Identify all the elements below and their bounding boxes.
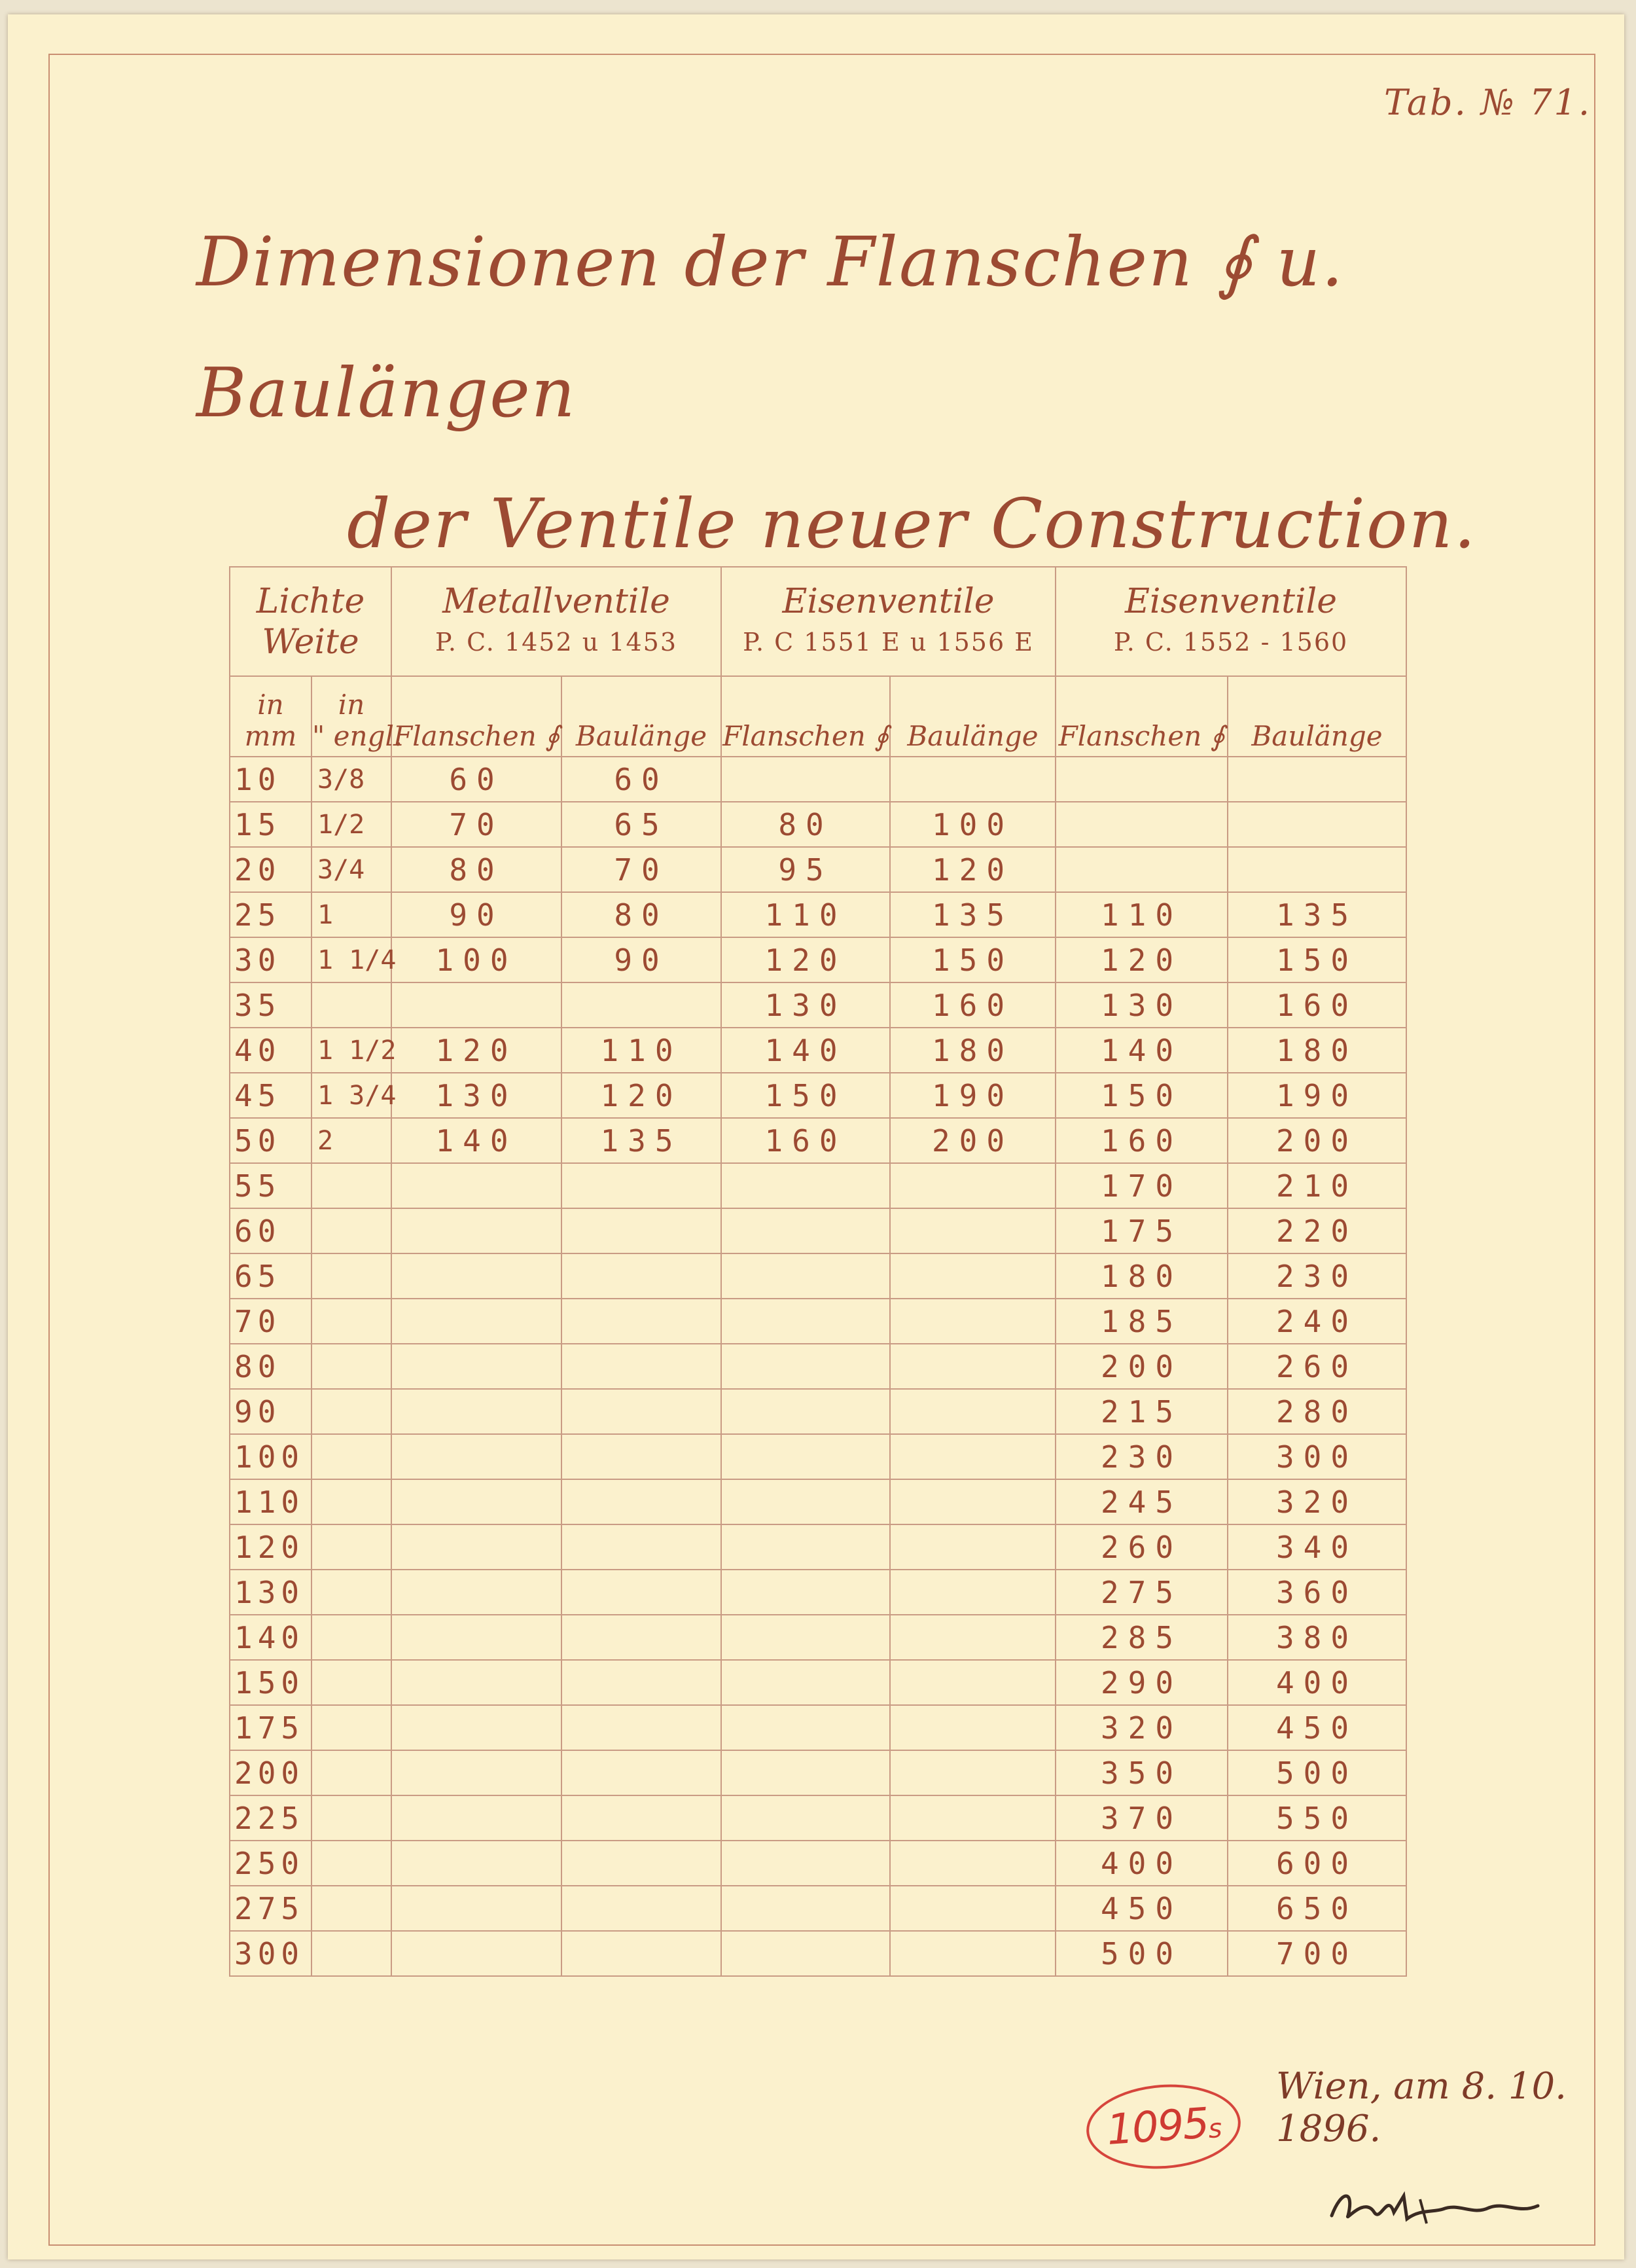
table-cell: 135 xyxy=(890,892,1056,937)
table-cell xyxy=(721,1795,890,1841)
sub-header-line2: " engl. xyxy=(312,720,403,752)
table-cell: 225 xyxy=(230,1795,311,1841)
table-cell xyxy=(890,1615,1056,1660)
table-cell: 380 xyxy=(1228,1615,1406,1660)
table-cell: 30 xyxy=(230,937,311,982)
sub-header-inch xyxy=(311,676,403,757)
table-cell: 275 xyxy=(230,1886,311,1931)
sub-header-baulaenge xyxy=(561,676,721,757)
table-cell xyxy=(721,1434,890,1479)
table-cell xyxy=(311,1389,391,1434)
table-cell: 230 xyxy=(1228,1253,1406,1299)
table-cell xyxy=(561,1344,721,1389)
table-cell xyxy=(391,1750,561,1795)
table-cell: 50 xyxy=(230,1118,311,1163)
table-cell xyxy=(561,1615,721,1660)
group-header-line2: P. C. 1452 u 1453 xyxy=(435,627,677,657)
table-row xyxy=(230,892,1406,937)
sub-header-mm xyxy=(230,676,311,757)
table-cell xyxy=(391,1705,561,1750)
table-cell: 285 xyxy=(1056,1615,1228,1660)
sub-header-line2: Baulänge xyxy=(907,720,1039,752)
table-cell: 200 xyxy=(890,1118,1056,1163)
table-cell: 80 xyxy=(230,1344,311,1389)
table-cell: 130 xyxy=(391,1073,561,1118)
table-cell xyxy=(1228,757,1406,802)
table-cell: 1/2 xyxy=(311,802,391,847)
table-cell xyxy=(391,1389,561,1434)
table-cell: 175 xyxy=(230,1705,311,1750)
table-cell: 500 xyxy=(1228,1750,1406,1795)
table-cell: 290 xyxy=(1056,1660,1228,1705)
table-cell xyxy=(561,1841,721,1886)
table-cell: 150 xyxy=(890,937,1056,982)
table-cell xyxy=(561,1253,721,1299)
table-cell xyxy=(890,1389,1056,1434)
table-cell xyxy=(391,1434,561,1479)
table-cell xyxy=(561,1434,721,1479)
table-cell: 650 xyxy=(1228,1886,1406,1931)
sub-header-line1: in xyxy=(257,689,284,721)
table-cell: 60 xyxy=(230,1208,311,1253)
table-cell: 320 xyxy=(1056,1705,1228,1750)
table-cell xyxy=(890,757,1056,802)
table-cell xyxy=(721,1479,890,1524)
table-cell xyxy=(391,1299,561,1344)
group-header-line2: P. C. 1552 - 1560 xyxy=(1113,627,1349,657)
table-cell: 210 xyxy=(1228,1163,1406,1208)
table-cell: 160 xyxy=(721,1118,890,1163)
table-cell xyxy=(391,1660,561,1705)
table-cell: 130 xyxy=(1056,982,1228,1028)
table-cell: 140 xyxy=(721,1028,890,1073)
table-cell: 100 xyxy=(230,1434,311,1479)
table-cell: 120 xyxy=(230,1524,311,1570)
sub-header-row xyxy=(230,676,1406,757)
table-cell: 95 xyxy=(721,847,890,892)
table-cell: 215 xyxy=(1056,1389,1228,1434)
group-header-line1: Metallventile xyxy=(442,581,670,621)
table-cell xyxy=(561,1931,721,1976)
table-cell xyxy=(311,1931,391,1976)
table-cell: 180 xyxy=(1228,1028,1406,1073)
table-cell xyxy=(890,1705,1056,1750)
table-cell xyxy=(561,1795,721,1841)
table-row xyxy=(230,1886,1406,1931)
table-cell: 110 xyxy=(721,892,890,937)
table-cell: 400 xyxy=(1056,1841,1228,1886)
table-cell xyxy=(561,1163,721,1208)
table-cell xyxy=(311,1750,391,1795)
table-cell xyxy=(561,1660,721,1705)
table-cell: 160 xyxy=(1228,982,1406,1028)
table-cell: 100 xyxy=(391,937,561,982)
table-row xyxy=(230,937,1406,982)
table-cell: 300 xyxy=(230,1931,311,1976)
table-row xyxy=(230,1660,1406,1705)
table-row xyxy=(230,1028,1406,1073)
table-cell: 230 xyxy=(1056,1434,1228,1479)
table-cell: 110 xyxy=(230,1479,311,1524)
table-cell: 600 xyxy=(1228,1841,1406,1886)
table-cell xyxy=(391,1886,561,1931)
table-cell xyxy=(391,1841,561,1886)
table-cell: 55 xyxy=(230,1163,311,1208)
table-cell: 200 xyxy=(230,1750,311,1795)
table-cell: 120 xyxy=(1056,937,1228,982)
group-header-line2: Weite xyxy=(262,622,359,662)
table-cell xyxy=(721,1841,890,1886)
table-row xyxy=(230,1163,1406,1208)
sub-header-line2: Baulänge xyxy=(575,720,707,752)
table-cell: 130 xyxy=(230,1570,311,1615)
table-cell xyxy=(391,982,561,1028)
table-cell xyxy=(721,1570,890,1615)
table-cell: 80 xyxy=(561,892,721,937)
table-cell xyxy=(391,1208,561,1253)
table-cell: 500 xyxy=(1056,1931,1228,1976)
table-cell: 1 xyxy=(311,892,391,937)
group-header-line1: Eisenventile xyxy=(1124,581,1338,621)
table-cell: 160 xyxy=(890,982,1056,1028)
table-cell: 70 xyxy=(391,802,561,847)
table-row xyxy=(230,1208,1406,1253)
group-header-eisenventile-1551 xyxy=(721,567,1056,676)
table-cell: 180 xyxy=(890,1028,1056,1073)
table-cell xyxy=(561,982,721,1028)
table-row xyxy=(230,1705,1406,1750)
table-cell: 80 xyxy=(721,802,890,847)
table-cell xyxy=(890,1344,1056,1389)
table-cell: 400 xyxy=(1228,1660,1406,1705)
table-cell xyxy=(890,1841,1056,1886)
table-cell xyxy=(721,1344,890,1389)
table-row xyxy=(230,1615,1406,1660)
table-cell: 135 xyxy=(1228,892,1406,937)
table-cell xyxy=(890,1299,1056,1344)
table-cell: 245 xyxy=(1056,1479,1228,1524)
table-row xyxy=(230,1118,1406,1163)
group-header-line1: Lichte xyxy=(256,581,365,621)
table-cell xyxy=(311,1299,391,1344)
table-cell: 220 xyxy=(1228,1208,1406,1253)
table-cell: 70 xyxy=(561,847,721,892)
table-cell xyxy=(561,1479,721,1524)
sub-header-line2: Flanschen ∮ xyxy=(393,720,560,752)
table-cell xyxy=(311,1615,391,1660)
table-cell xyxy=(890,1208,1056,1253)
table-cell: 150 xyxy=(230,1660,311,1705)
table-cell xyxy=(311,1344,391,1389)
table-cell: 700 xyxy=(1228,1931,1406,1976)
sub-header-line2: Baulänge xyxy=(1251,720,1383,752)
title-line-1: Dimensionen der Flanschen ∮ u. Baulängen xyxy=(196,222,1345,433)
table-cell: 1 1/4 xyxy=(311,937,391,982)
document-title xyxy=(196,196,1505,589)
table-cell: 120 xyxy=(561,1073,721,1118)
table-cell: 135 xyxy=(561,1118,721,1163)
table-cell xyxy=(890,1434,1056,1479)
sub-header-flanschen xyxy=(721,676,890,757)
table-cell xyxy=(311,1479,391,1524)
table-cell: 10 xyxy=(230,757,311,802)
handwritten-signature xyxy=(1328,2183,1551,2229)
table-cell xyxy=(1056,847,1228,892)
table-cell xyxy=(890,1479,1056,1524)
table-cell xyxy=(721,1253,890,1299)
table-cell: 100 xyxy=(890,802,1056,847)
table-cell: 120 xyxy=(391,1028,561,1073)
table-row xyxy=(230,757,1406,802)
table-row xyxy=(230,847,1406,892)
table-cell xyxy=(890,1163,1056,1208)
table-cell: 25 xyxy=(230,892,311,937)
table-cell xyxy=(311,1841,391,1886)
table-cell xyxy=(721,1886,890,1931)
table-cell: 170 xyxy=(1056,1163,1228,1208)
group-header-line1: Eisenventile xyxy=(782,581,995,621)
group-header-line2: P. C 1551 E u 1556 E xyxy=(743,627,1034,657)
table-cell xyxy=(890,1886,1056,1931)
table-row xyxy=(230,1570,1406,1615)
table-cell: 185 xyxy=(1056,1299,1228,1344)
table-cell: 200 xyxy=(1228,1118,1406,1163)
sub-header-line2: mm xyxy=(244,720,297,752)
table-cell xyxy=(311,1253,391,1299)
table-cell xyxy=(721,1163,890,1208)
table-cell: 450 xyxy=(1056,1886,1228,1931)
table-row xyxy=(230,982,1406,1028)
table-cell xyxy=(721,1208,890,1253)
table-cell: 1 1/2 xyxy=(311,1028,391,1073)
table-cell: 175 xyxy=(1056,1208,1228,1253)
table-cell xyxy=(1228,847,1406,892)
table-cell xyxy=(561,1389,721,1434)
table-row xyxy=(230,1931,1406,1976)
table-cell: 140 xyxy=(1056,1028,1228,1073)
table-cell: 250 xyxy=(230,1841,311,1886)
table-cell: 450 xyxy=(1228,1705,1406,1750)
table-cell: 40 xyxy=(230,1028,311,1073)
table-cell: 3/4 xyxy=(311,847,391,892)
table-cell: 360 xyxy=(1228,1570,1406,1615)
table-cell: 70 xyxy=(230,1299,311,1344)
table-row xyxy=(230,1479,1406,1524)
table-cell xyxy=(721,1389,890,1434)
sub-header-flanschen xyxy=(1056,676,1228,757)
table-cell: 130 xyxy=(721,982,890,1028)
table-row xyxy=(230,1750,1406,1795)
table-cell: 35 xyxy=(230,982,311,1028)
table-cell: 260 xyxy=(1228,1344,1406,1389)
table-cell: 65 xyxy=(230,1253,311,1299)
table-cell: 275 xyxy=(1056,1570,1228,1615)
table-cell: 300 xyxy=(1228,1434,1406,1479)
group-header-lichte-weite xyxy=(230,567,391,676)
table-cell xyxy=(311,1163,391,1208)
table-cell xyxy=(561,1750,721,1795)
table-cell xyxy=(1228,802,1406,847)
table-cell xyxy=(311,1886,391,1931)
table-cell: 60 xyxy=(561,757,721,802)
table-cell: 320 xyxy=(1228,1479,1406,1524)
table-cell xyxy=(721,1299,890,1344)
table-cell: 150 xyxy=(1056,1073,1228,1118)
table-cell xyxy=(311,1434,391,1479)
table-cell xyxy=(391,1615,561,1660)
table-cell xyxy=(890,1750,1056,1795)
table-cell: 90 xyxy=(230,1389,311,1434)
table-cell xyxy=(721,1660,890,1705)
table-cell: 200 xyxy=(1056,1344,1228,1389)
table-cell: 150 xyxy=(1228,937,1406,982)
table-cell: 120 xyxy=(721,937,890,982)
table-cell: 190 xyxy=(890,1073,1056,1118)
table-cell xyxy=(391,1253,561,1299)
title-line-2: der Ventile neuer Construction. xyxy=(347,484,1477,564)
table-cell: 280 xyxy=(1228,1389,1406,1434)
place-and-date: Wien, am 8. 10. 1896. xyxy=(1276,2065,1567,2150)
table-cell: 140 xyxy=(230,1615,311,1660)
table-cell: 2 xyxy=(311,1118,391,1163)
stamp-suffix: s xyxy=(1207,2113,1222,2145)
sub-header-flanschen xyxy=(391,676,561,757)
table-cell xyxy=(311,982,391,1028)
table-cell xyxy=(721,757,890,802)
table-cell: 110 xyxy=(561,1028,721,1073)
table-cell: 3/8 xyxy=(311,757,391,802)
table-cell: 90 xyxy=(561,937,721,982)
table-cell: 370 xyxy=(1056,1795,1228,1841)
table-cell: 45 xyxy=(230,1073,311,1118)
sub-header-baulaenge xyxy=(890,676,1056,757)
sub-header-line2: Flanschen ∮ xyxy=(722,720,889,752)
table-cell xyxy=(561,1208,721,1253)
table-cell: 150 xyxy=(721,1073,890,1118)
table-cell xyxy=(561,1886,721,1931)
table-row xyxy=(230,1841,1406,1886)
table-cell xyxy=(391,1344,561,1389)
table-cell: 80 xyxy=(391,847,561,892)
sub-header-line1: in xyxy=(338,689,365,721)
table-cell: 120 xyxy=(890,847,1056,892)
table-cell xyxy=(721,1750,890,1795)
table-cell xyxy=(890,1660,1056,1705)
table-cell: 180 xyxy=(1056,1253,1228,1299)
sub-header-line2: Flanschen ∮ xyxy=(1058,720,1225,752)
table-cell xyxy=(721,1524,890,1570)
table-cell xyxy=(311,1570,391,1615)
table-row xyxy=(230,1253,1406,1299)
table-row xyxy=(230,1795,1406,1841)
table-cell xyxy=(721,1705,890,1750)
table-row xyxy=(230,1524,1406,1570)
table-cell xyxy=(1056,802,1228,847)
table-cell: 60 xyxy=(391,757,561,802)
table-cell: 190 xyxy=(1228,1073,1406,1118)
table-cell: 15 xyxy=(230,802,311,847)
table-cell xyxy=(311,1705,391,1750)
table-cell: 110 xyxy=(1056,892,1228,937)
table-cell xyxy=(1056,757,1228,802)
table-cell: 90 xyxy=(391,892,561,937)
group-header-metallventile xyxy=(391,567,721,676)
table-cell xyxy=(391,1795,561,1841)
table-row xyxy=(230,1344,1406,1389)
table-cell xyxy=(311,1660,391,1705)
table-body xyxy=(230,757,1406,1976)
table-cell: 350 xyxy=(1056,1750,1228,1795)
table-cell xyxy=(391,1479,561,1524)
table-cell xyxy=(391,1163,561,1208)
table-cell xyxy=(391,1931,561,1976)
table-cell: 340 xyxy=(1228,1524,1406,1570)
table-cell: 160 xyxy=(1056,1118,1228,1163)
stamp-number: 1095 xyxy=(1105,2099,1210,2155)
table-cell xyxy=(391,1570,561,1615)
table-cell xyxy=(890,1570,1056,1615)
table-cell xyxy=(561,1299,721,1344)
table-row xyxy=(230,802,1406,847)
table-row xyxy=(230,1389,1406,1434)
table-cell: 260 xyxy=(1056,1524,1228,1570)
table-row xyxy=(230,1299,1406,1344)
table-cell xyxy=(561,1705,721,1750)
group-header-row xyxy=(230,567,1406,676)
table-row xyxy=(230,1073,1406,1118)
sub-header-baulaenge xyxy=(1228,676,1406,757)
table-cell xyxy=(311,1208,391,1253)
table-cell: 65 xyxy=(561,802,721,847)
table-cell xyxy=(391,1524,561,1570)
table-cell: 1 3/4 xyxy=(311,1073,391,1118)
group-header-eisenventile-1552 xyxy=(1056,567,1406,676)
table-cell: 240 xyxy=(1228,1299,1406,1344)
table-cell xyxy=(721,1615,890,1660)
table-row xyxy=(230,1434,1406,1479)
table-cell xyxy=(561,1570,721,1615)
table-cell: 550 xyxy=(1228,1795,1406,1841)
table-cell xyxy=(561,1524,721,1570)
table-cell xyxy=(890,1931,1056,1976)
table-cell xyxy=(890,1253,1056,1299)
table-cell xyxy=(890,1524,1056,1570)
table-cell: 20 xyxy=(230,847,311,892)
table-number-label: Tab. № 71. xyxy=(1384,82,1592,123)
table-cell xyxy=(311,1795,391,1841)
table-cell xyxy=(311,1524,391,1570)
table-cell xyxy=(890,1795,1056,1841)
dimensions-table xyxy=(229,566,1407,1977)
table-cell xyxy=(721,1931,890,1976)
table-cell: 140 xyxy=(391,1118,561,1163)
